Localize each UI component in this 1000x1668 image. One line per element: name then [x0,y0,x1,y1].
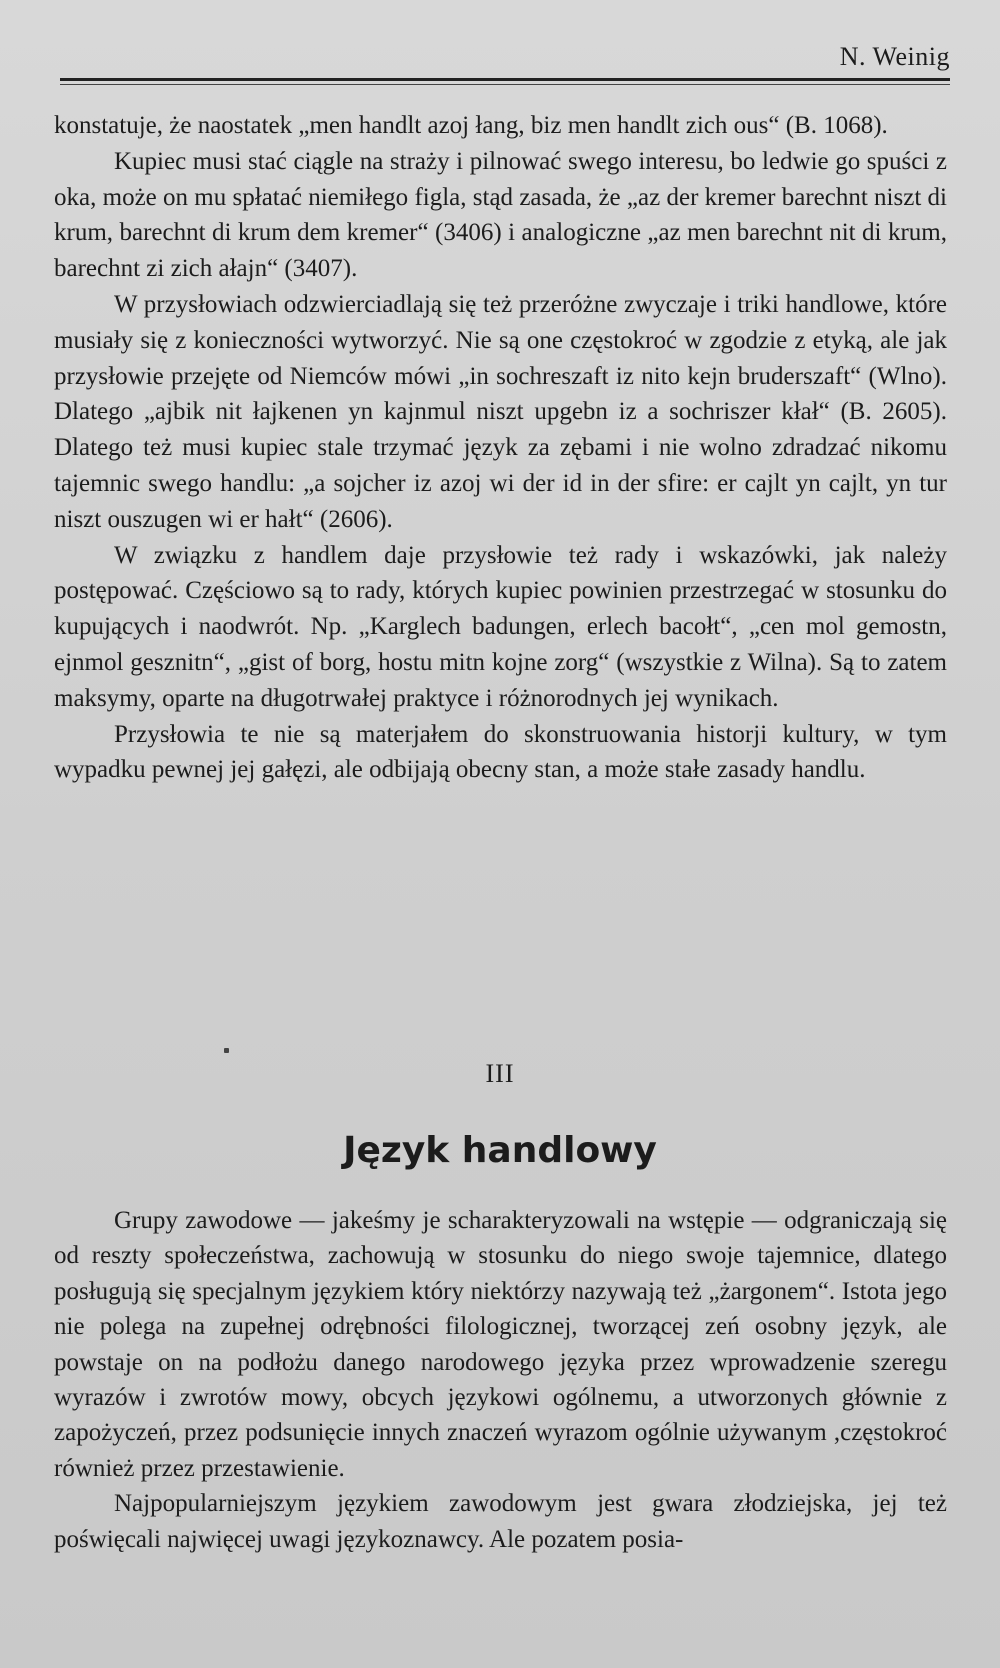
paragraph: Grupy zawodowe — jakeśmy je scharakteryzowali na wstępie — odgraniczają się od reszty społeczeństwa, zachowują w stosunku do niego swoje tajemnice, dlatego posługują się specjalnym językiem który niektórzy nazywają też „żargonem“. Istota jego nie polega na zupełnej odrębności filologicznej, tworzącej zeń osobny język, ale powstaje on na podłożu danego narodowego języka przez wprowadzenie szeregu wyrazów i zwrotów mowy, obcych językowi ogólnemu, a utworzonych głównie z zapożyczeń, przez podsunięcie innych znaczeń wyrazom ogólnie używanym ,częstokroć również przez przestawienie. [54,1207,947,1482]
body-text-part1 [54,108,947,788]
section-title: Język handlowy [343,1130,657,1171]
running-head [60,40,950,80]
stray-mark [224,1048,229,1053]
paragraph: Kupiec musi stać ciągle na straży i pilnować swego interesu, bo ledwie go spuści z oka, może on mu spłatać niemiłego figla, stąd zasada, że „az der kremer barechnt niszt di krum, barechnt di krum dem kremer“ (3406) i analogiczne „az men barechnt nit di krum, barechnt zi zich ałajn“ (3407). [54,147,947,283]
running-head-author: N. Weinig [839,42,950,71]
paragraph: konstatuje, że naostatek „men handlt azoj łang, biz men handlt zich ous“ (B. 1068). [54,112,888,139]
paragraph: W przysłowiach odzwierciadlają się też przeróżne zwyczaje i triki handlowe, które musiały się z konieczności wytworzyć. Nie są one częstokroć w zgodzie z etyką, ale jak przysłowie przejęte od Niemców mówi „in sochreszaft iz nito kejn bruderszaft“ (Wlno). Dlatego „ajbik nit łajkenen yn kajnmul niszt upgebn iz a sochriszer kłał“ (B. 2605). Dlatego też musi kupiec stale trzymać język za zębami i nie wolno zdradzać nikomu tajemnic swego handlu: „a sojcher iz azoj wi der id in der sfire: er cajlt yn cajlt, yn tur niszt ouszugen wi er hałt“ (2606). [54,290,947,533]
header-rule-thin [60,84,950,85]
header-rule [60,78,950,81]
body-text-part2 [54,1203,947,1557]
section-number: III [485,1059,515,1088]
paragraph: Przysłowia te nie są materjałem do skonstruowania historji kultury, w tym wypadku pewnej jej gałęzi, ale odbijają obecny stan, a może stałe zasady handlu. [54,720,947,784]
paragraph: W związku z handlem daje przysłowie też rady i wskazówki, jak należy postępować. Częściowo są to rady, których kupiec powinien przestrzegać w stosunku do kupujących i naodwrót. Np. „Karglech badungen, erlech bacołt“, „cen mol gemostn, ejnmol gesznitn“, „gist of borg, hostu mitn kojne zorg“ (wszystkie z Wilna). Są to zatem maksymy, oparte na długotrwałej praktyce i różnorodnych jej wynikach. [54,541,947,712]
paragraph: Najpopularniejszym językiem zawodowym jest gwara złodziejska, jej też poświęcali najwięcej uwagi językoznawcy. Ale pozatem posia- [54,1490,947,1553]
